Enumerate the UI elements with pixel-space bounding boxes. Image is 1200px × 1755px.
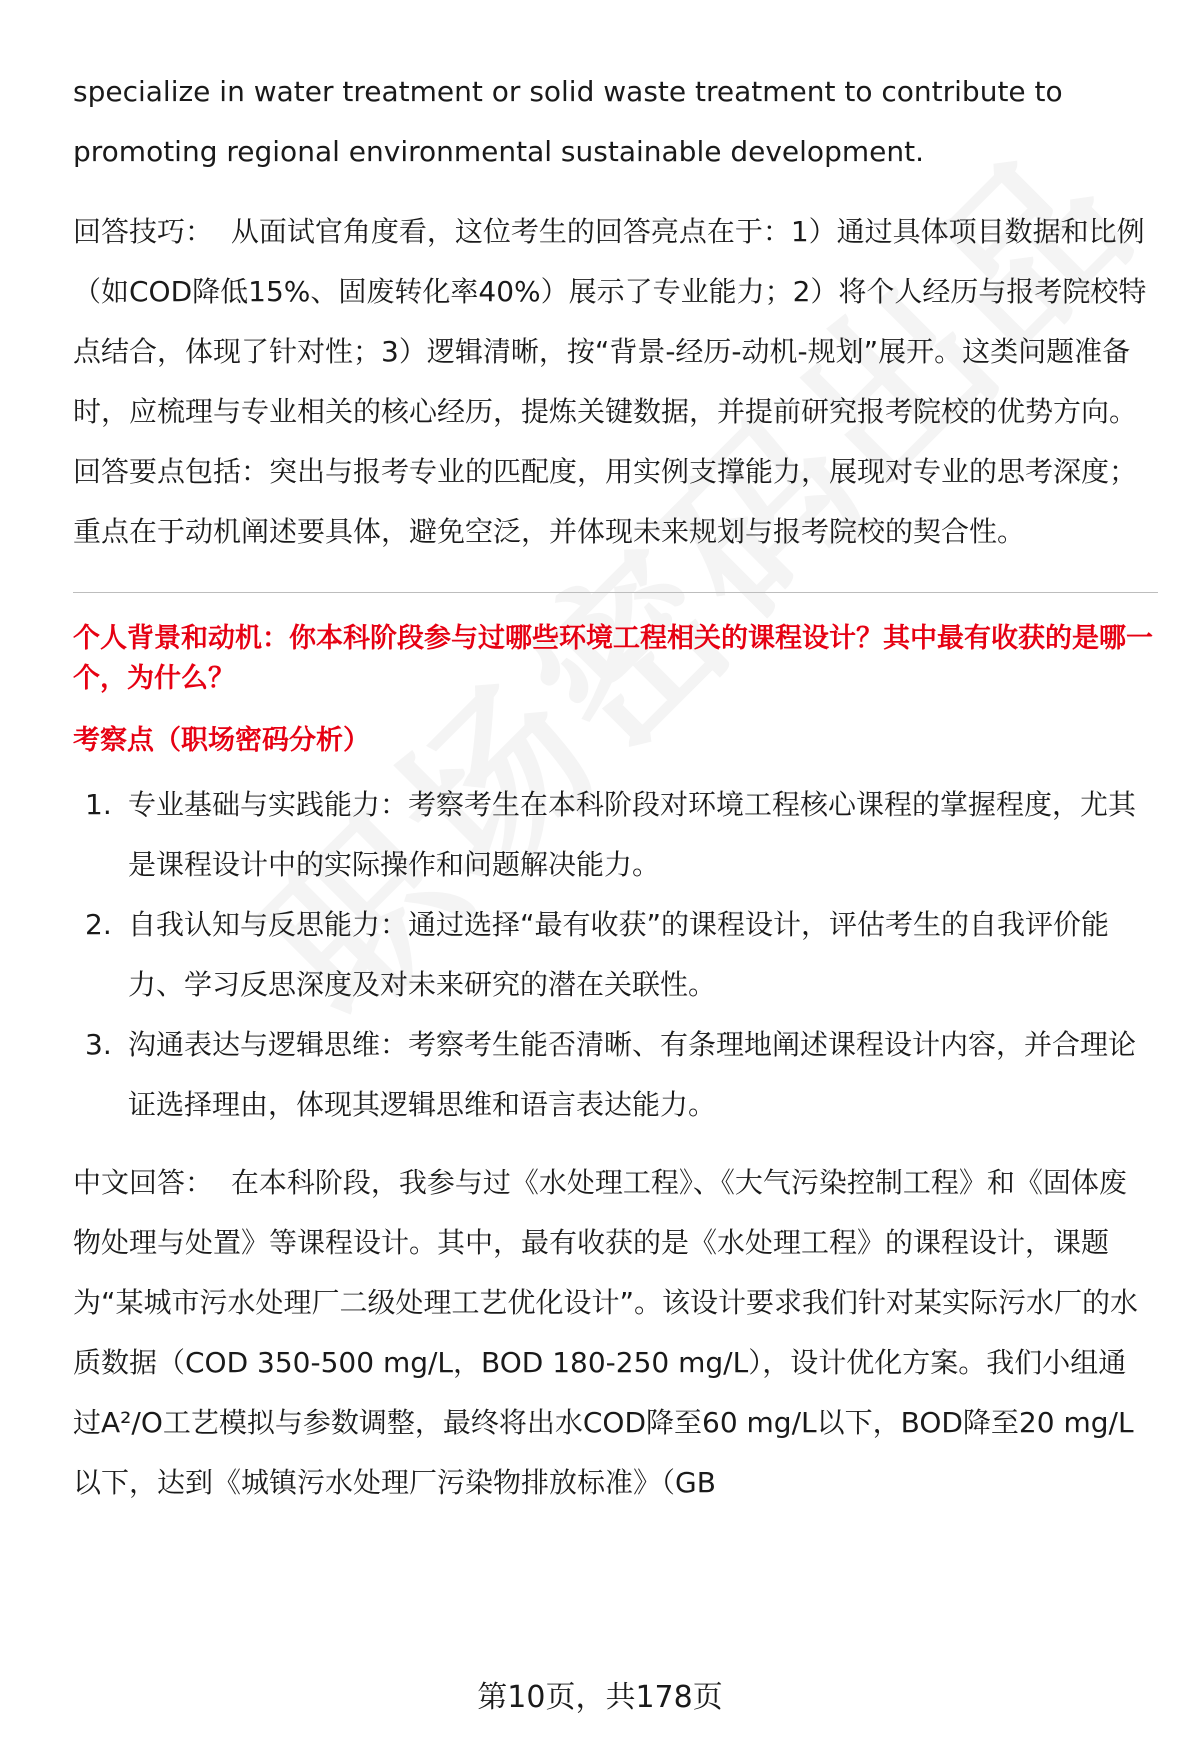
page-number: 第10页，共178页 [477, 1680, 723, 1715]
answer-label: 中文回答： [73, 1166, 214, 1199]
list-number: 2. [85, 908, 112, 941]
list-item-text: 沟通表达与逻辑思维：考察考生能否清晰、有条理地阐述课程设计内容，并合理论证选择理由，体现其逻辑思维和语言表达能力。 [128, 1028, 1137, 1121]
list-item [73, 895, 1153, 1015]
list-number: 3. [85, 1028, 112, 1061]
page-content [73, 62, 1153, 1513]
tips-text: 从面试官角度看，这位考生的回答亮点在于：1）通过具体项目数据和比例（如COD降低15%、固废转化率40%）展示了专业能力；2）将个人经历与报考院校特点结合，体现了针对性；3）逻辑清晰，按“背景-经历-动机-规划”展开。这类问题准备时，应梳理与专业相关的核心经历，提炼关键数据，并提前研究报考院校的优势方向。回答要点包括：突出与报考专业的匹配度，用实例支撑能力，展现对专业的思考深度；重点在于动机阐述要具体，避免空泛，并体现未来规划与报考院校的契合性。 [73, 215, 1147, 548]
intro-paragraph: specialize in water treatment or solid waste treatment to contribute to promoting regional environmental sustainable development. [73, 75, 1063, 168]
list-item-text: 自我认知与反思能力：通过选择“最有收获”的课程设计，评估考生的自我评价能力、学习反思深度及对未来研究的潜在关联性。 [128, 908, 1110, 1001]
question-heading: 个人背景和动机：你本科阶段参与过哪些环境工程相关的课程设计？其中最有收获的是哪一个，为什么？ [73, 623, 1153, 694]
analysis-list [73, 775, 1153, 1135]
answer-paragraph [73, 1153, 1153, 1513]
list-item [73, 775, 1153, 895]
section-divider [73, 592, 1158, 593]
answer-text: 在本科阶段，我参与过《水处理工程》、《大气污染控制工程》和《固体废物处理与处置》等课程设计。其中，最有收获的是《水处理工程》的课程设计，课题为“某城市污水处理厂二级处理工艺优化设计”。该设计要求我们针对某实际污水厂的水质数据（COD 350-500 mg/L，BOD 180-250 mg/L），设计优化方案。我们小组通过A²/O工艺模拟与参数调整，最终将出水COD降至60 mg/L以下，BOD降至20 mg/L以下，达到《城镇污水处理厂污染物排放标准》（GB [73, 1166, 1139, 1499]
list-item-text: 专业基础与实践能力：考察考生在本科阶段对环境工程核心课程的掌握程度，尤其是课程设计中的实际操作和问题解决能力。 [128, 788, 1137, 881]
analysis-heading: 考察点（职场密码分析） [73, 725, 370, 756]
tips-label: 回答技巧： [73, 215, 214, 248]
list-item [73, 1015, 1153, 1135]
list-number: 1. [85, 788, 112, 821]
tips-paragraph [73, 202, 1153, 562]
